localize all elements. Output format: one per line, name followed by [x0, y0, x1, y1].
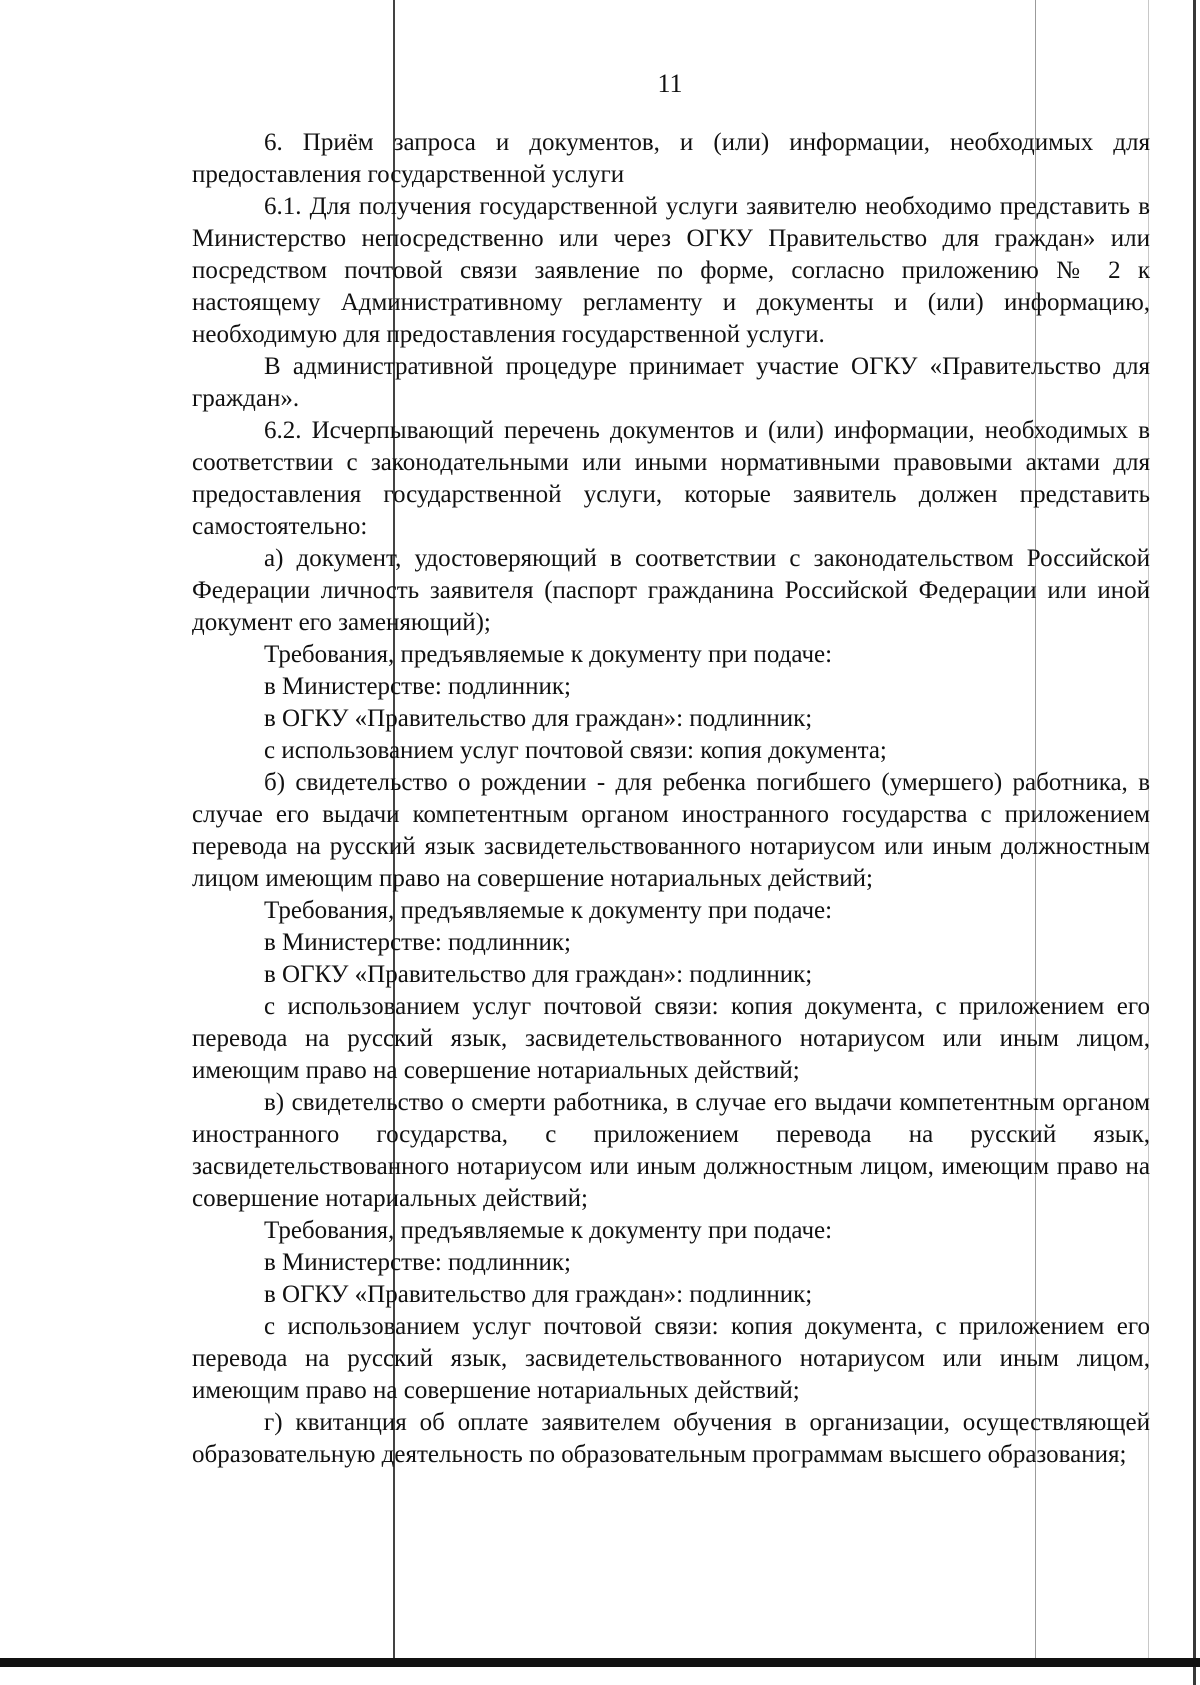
- section-heading: 6. Приём запроса и документов, и (или) информации, необходимых для предоставления государственной услуги: [192, 129, 1150, 188]
- scan-artifact-bottom-edge: [0, 1658, 1200, 1667]
- paragraph: В административной процедуре принимает участие ОГКУ «Правительство для граждан».: [192, 353, 1150, 412]
- document-body: [192, 127, 1150, 1471]
- requirement-item: в ОГКУ «Правительство для граждан»: подлинник;: [264, 961, 813, 988]
- paragraph: 6.1. Для получения государственной услуги заявителю необходимо представить в Министерство непосредственно или через ОГКУ Правительство для граждан» или посредством почтовой связи заявление по форме, согласно приложению № 2 к настоящему Административному регламенту и документы и (или) информацию, необходимую для предоставления государственной услуги.: [192, 193, 1150, 348]
- list-item: в) свидетельство о смерти работника, в случае его выдачи компетентным органом иностранного государства, с приложением перевода на русский язык, засвидетельствованного нотариусом или иным должностным лицом, имеющим право на совершение нотариальных действий;: [192, 1089, 1150, 1212]
- requirements-heading: Требования, предъявляемые к документу при подаче:: [264, 897, 833, 924]
- scan-artifact-edge: [1193, 0, 1196, 1685]
- requirement-item: в ОГКУ «Правительство для граждан»: подлинник;: [264, 705, 813, 732]
- requirement-item: с использованием услуг почтовой связи: копия документа, с приложением его перевода на русский язык, засвидетельствованного нотариусом или иным лицом, имеющим право на совершение нотариальных действий;: [192, 1313, 1150, 1404]
- requirements-heading: Требования, предъявляемые к документу при подаче:: [264, 1217, 833, 1244]
- list-item: б) свидетельство о рождении - для ребенка погибшего (умершего) работника, в случае его выдачи компетентным органом иностранного государства с приложением перевода на русский язык засвидетельствованного нотариусом или иным должностным лицом имеющим право на совершение нотариальных действий;: [192, 769, 1150, 892]
- page-number: 11: [657, 69, 683, 98]
- requirement-item: в ОГКУ «Правительство для граждан»: подлинник;: [264, 1281, 813, 1308]
- requirement-item: в Министерстве: подлинник;: [264, 1249, 571, 1276]
- requirements-heading: Требования, предъявляемые к документу при подаче:: [264, 641, 833, 668]
- requirement-item: с использованием услуг почтовой связи: копия документа;: [264, 737, 887, 764]
- list-item: а) документ, удостоверяющий в соответствии с законодательством Российской Федерации личность заявителя (паспорт гражданина Российской Федерации или иной документ его заменяющий);: [192, 545, 1150, 636]
- list-item: г) квитанция об оплате заявителем обучения в организации, осуществляющей образовательную деятельность по образовательным программам высшего образования;: [192, 1409, 1150, 1468]
- requirement-item: в Министерстве: подлинник;: [264, 929, 571, 956]
- requirement-item: с использованием услуг почтовой связи: копия документа, с приложением его перевода на русский язык, засвидетельствованного нотариусом или иным лицом, имеющим право на совершение нотариальных действий;: [192, 993, 1150, 1084]
- requirement-item: в Министерстве: подлинник;: [264, 673, 571, 700]
- paragraph: 6.2. Исчерпывающий перечень документов и (или) информации, необходимых в соответствии с законодательными или иными нормативными правовыми актами для предоставления государственной услуги, которые заявитель должен представить самостоятельно:: [192, 417, 1150, 540]
